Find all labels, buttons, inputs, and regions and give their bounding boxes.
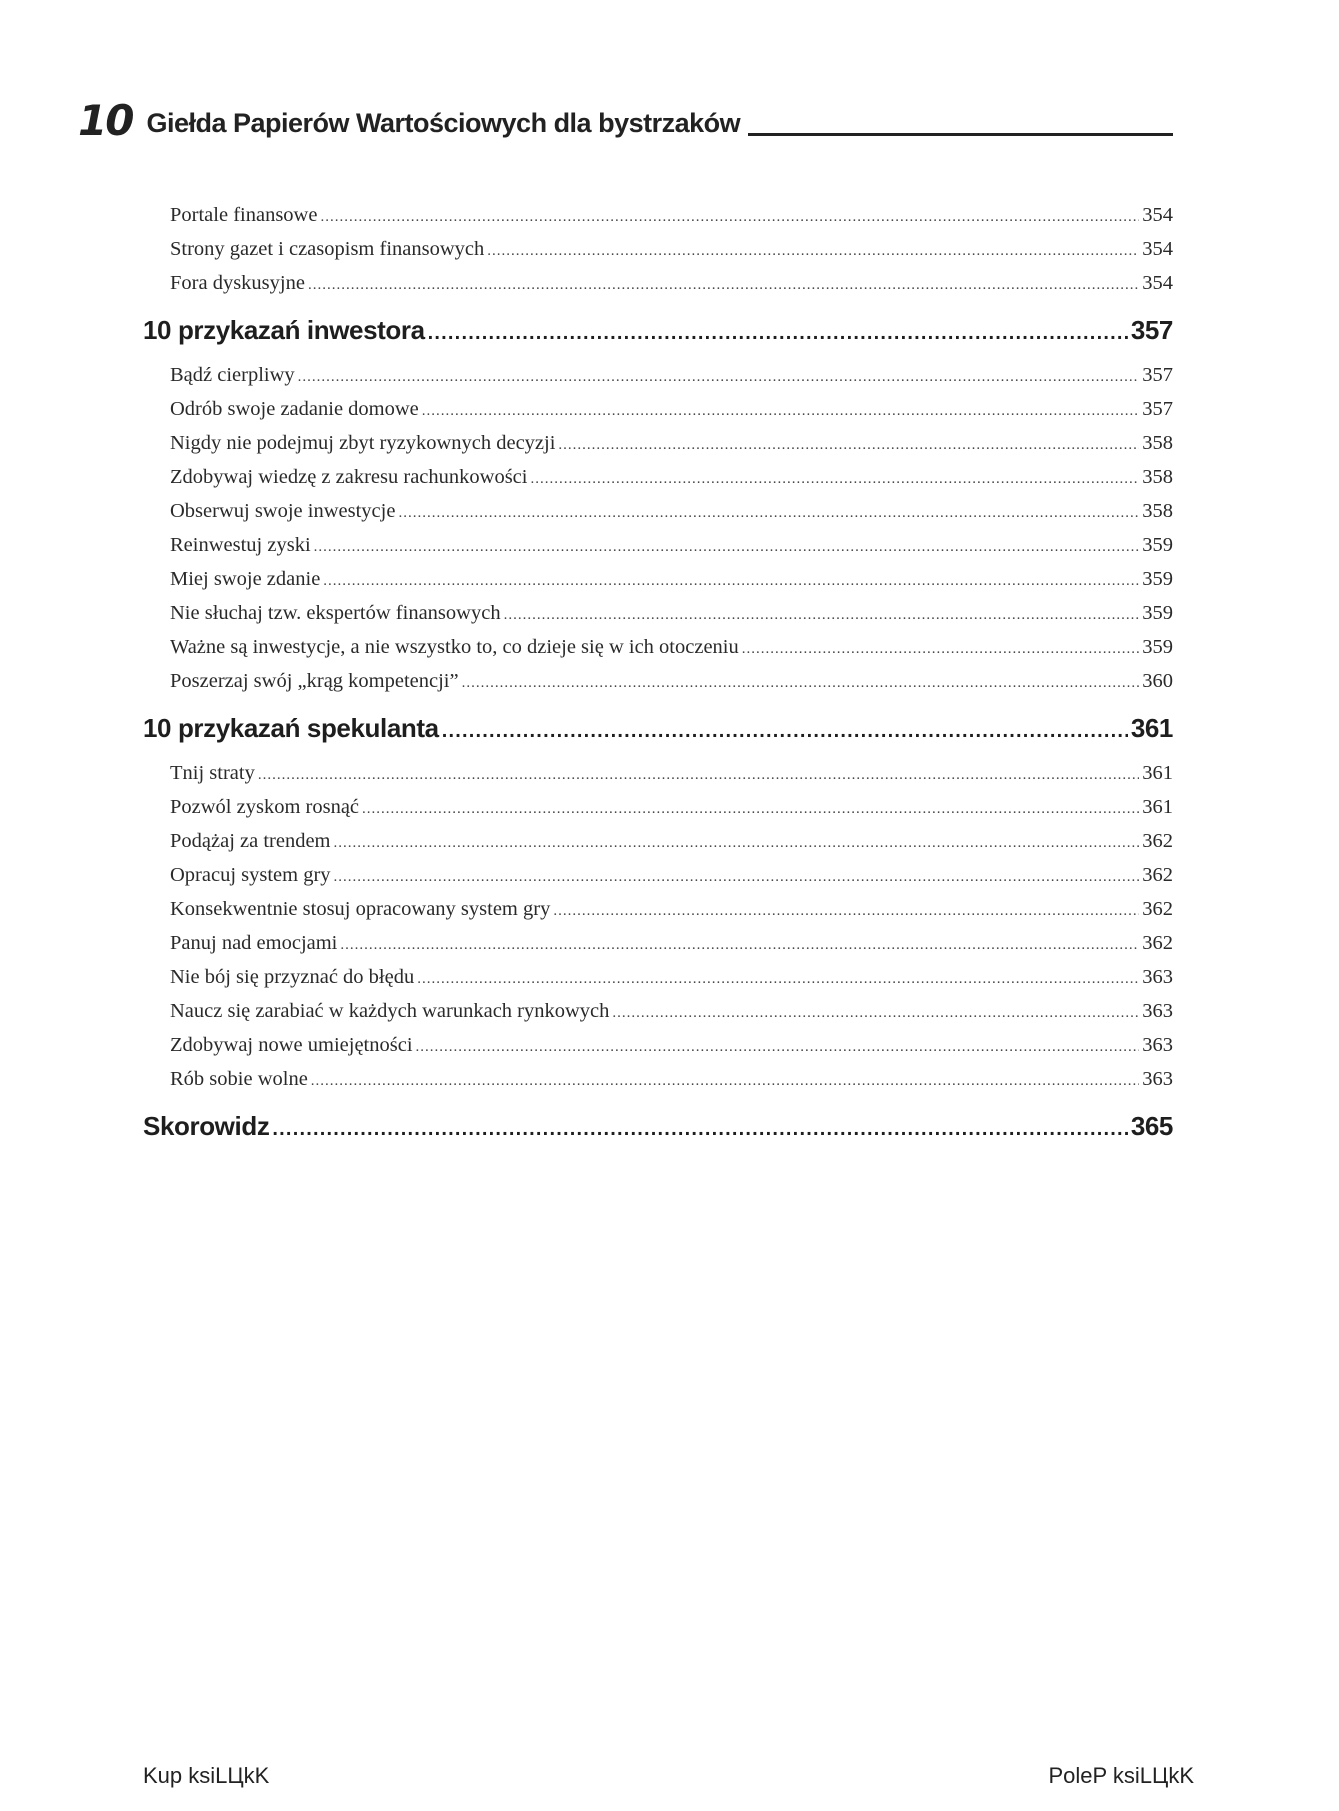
toc-entry-title: Zdobywaj wiedzę z zakresu rachunkowości [170, 466, 528, 488]
toc-section-entry[interactable] [170, 266, 1173, 300]
dot-leader [462, 664, 1140, 700]
page-number: 10 [78, 96, 133, 145]
toc-entry-title: Poszerzaj swój „krąg kompetencji” [170, 670, 459, 692]
toc-entry-page: 359 [1142, 636, 1173, 658]
toc-entry-title: Konsekwentnie stosuj opracowany system gry [170, 898, 551, 920]
toc-section-entry[interactable] [170, 528, 1173, 562]
toc-entry-page: 363 [1142, 1068, 1173, 1090]
toc-entry-title: Obserwuj swoje inwestycje [170, 500, 396, 522]
toc-section-entry[interactable] [170, 892, 1173, 926]
toc-chapter-entry[interactable] [143, 703, 1173, 753]
toc-entry-page: 365 [1130, 1111, 1173, 1141]
toc-entry-page: 362 [1142, 932, 1173, 954]
toc-entry-title: 10 przykazań spekulanta [143, 713, 439, 743]
toc-entry-title: Portale finansowe [170, 204, 318, 226]
table-of-contents [143, 198, 1173, 1154]
toc-entry-title: Naucz się zarabiać w każdych warunkach rynkowych [170, 1000, 610, 1022]
toc-entry-page: 357 [1142, 398, 1173, 420]
toc-entry-page: 359 [1142, 602, 1173, 624]
dot-leader [334, 824, 1140, 860]
toc-entry-title: Nie bój się przyznać do błędu [170, 966, 415, 988]
running-header [78, 96, 1173, 145]
toc-entry-page: 357 [1130, 315, 1173, 345]
toc-entry-title: Bądź cierpliwy [170, 364, 295, 386]
toc-entry-page: 363 [1142, 966, 1173, 988]
toc-section-entry[interactable] [170, 960, 1173, 994]
dot-leader [422, 392, 1139, 428]
toc-entry-page: 358 [1142, 432, 1173, 454]
dot-leader [612, 994, 1139, 1030]
toc-section-entry[interactable] [170, 926, 1173, 960]
dot-leader [311, 1062, 1139, 1098]
toc-entry-page: 354 [1142, 238, 1173, 260]
toc-section-entry[interactable] [170, 756, 1173, 790]
dot-leader [362, 790, 1139, 826]
toc-entry-title: Opracuj system gry [170, 864, 331, 886]
toc-entry-page: 360 [1142, 670, 1173, 692]
dot-leader [308, 266, 1139, 302]
dot-leader [258, 756, 1139, 792]
toc-section-entry[interactable] [170, 232, 1173, 266]
toc-entry-page: 362 [1142, 864, 1173, 886]
footer-left-link[interactable]: Kup ksiLЦkK [143, 1763, 270, 1788]
dot-leader [558, 426, 1139, 462]
toc-entry-title: Pozwól zyskom rosnąć [170, 796, 360, 818]
toc-entry-page: 362 [1142, 898, 1173, 920]
toc-entry-title: Odrób swoje zadanie domowe [170, 398, 419, 420]
dot-leader [272, 1101, 1127, 1154]
toc-section-entry[interactable] [170, 994, 1173, 1028]
toc-section-entry[interactable] [170, 824, 1173, 858]
toc-entry-page: 363 [1142, 1034, 1173, 1056]
toc-section-entry[interactable] [170, 1028, 1173, 1062]
toc-section-entry[interactable] [170, 392, 1173, 426]
toc-entry-title: Reinwestuj zyski [170, 534, 311, 556]
toc-entry-title: 10 przykazań inwestora [143, 315, 425, 345]
toc-section-entry[interactable] [170, 858, 1173, 892]
toc-section-entry[interactable] [170, 664, 1173, 698]
toc-chapter-entry[interactable] [143, 1101, 1173, 1151]
toc-section-entry[interactable] [170, 562, 1173, 596]
toc-entry-title: Podążaj za trendem [170, 830, 331, 852]
toc-entry-title: Miej swoje zdanie [170, 568, 321, 590]
toc-entry-page: 359 [1142, 568, 1173, 590]
dot-leader [742, 630, 1140, 666]
dot-leader [323, 562, 1139, 598]
footer-right-link[interactable]: PoleP ksiLЦkK [1048, 1763, 1194, 1788]
toc-section-entry[interactable] [170, 494, 1173, 528]
toc-entry-title: Skorowidz [143, 1111, 270, 1141]
toc-section-entry[interactable] [170, 630, 1173, 664]
toc-section-entry[interactable] [170, 1062, 1173, 1096]
dot-leader [340, 926, 1139, 962]
toc-section-entry[interactable] [170, 358, 1173, 392]
toc-section-entry[interactable] [170, 198, 1173, 232]
toc-section-entry[interactable] [170, 426, 1173, 460]
dot-leader [334, 858, 1140, 894]
toc-entry-page: 358 [1142, 500, 1173, 522]
toc-entry-page: 361 [1142, 762, 1173, 784]
dot-leader [428, 305, 1128, 358]
toc-entry-title: Nie słuchaj tzw. ekspertów finansowych [170, 602, 501, 624]
toc-entry-page: 363 [1142, 1000, 1173, 1022]
toc-section-entry[interactable] [170, 460, 1173, 494]
dot-leader [530, 460, 1139, 496]
toc-section-entry[interactable] [170, 596, 1173, 630]
toc-entry-page: 361 [1142, 796, 1173, 818]
dot-leader [298, 358, 1140, 394]
dot-leader [398, 494, 1139, 530]
dot-leader [487, 232, 1139, 268]
toc-chapter-entry[interactable] [143, 305, 1173, 355]
dot-leader [416, 1028, 1140, 1064]
toc-entry-title: Rób sobie wolne [170, 1068, 308, 1090]
toc-entry-title: Strony gazet i czasopism finansowych [170, 238, 485, 260]
toc-entry-page: 361 [1130, 713, 1173, 743]
toc-entry-title: Ważne są inwestycje, a nie wszystko to, co dzieje się w ich otoczeniu [170, 636, 739, 658]
toc-entry-page: 357 [1142, 364, 1173, 386]
header-rule [748, 133, 1173, 136]
book-title: Giełda Papierów Wartościowych dla bystrzaków [146, 108, 741, 138]
dot-leader [553, 892, 1139, 928]
toc-entry-title: Zdobywaj nowe umiejętności [170, 1034, 413, 1056]
toc-entry-title: Panuj nad emocjami [170, 932, 338, 954]
toc-entry-page: 359 [1142, 534, 1173, 556]
toc-entry-page: 362 [1142, 830, 1173, 852]
dot-leader [314, 528, 1140, 564]
toc-section-entry[interactable] [170, 790, 1173, 824]
toc-entry-page: 354 [1142, 204, 1173, 226]
toc-entry-page: 354 [1142, 272, 1173, 294]
toc-entry-title: Tnij straty [170, 762, 255, 784]
dot-leader [417, 960, 1139, 996]
dot-leader [320, 198, 1139, 234]
dot-leader [442, 703, 1128, 756]
toc-entry-page: 358 [1142, 466, 1173, 488]
dot-leader [504, 596, 1140, 632]
toc-entry-title: Fora dyskusyjne [170, 272, 305, 294]
toc-entry-title: Nigdy nie podejmuj zbyt ryzykownych decyzji [170, 432, 556, 454]
